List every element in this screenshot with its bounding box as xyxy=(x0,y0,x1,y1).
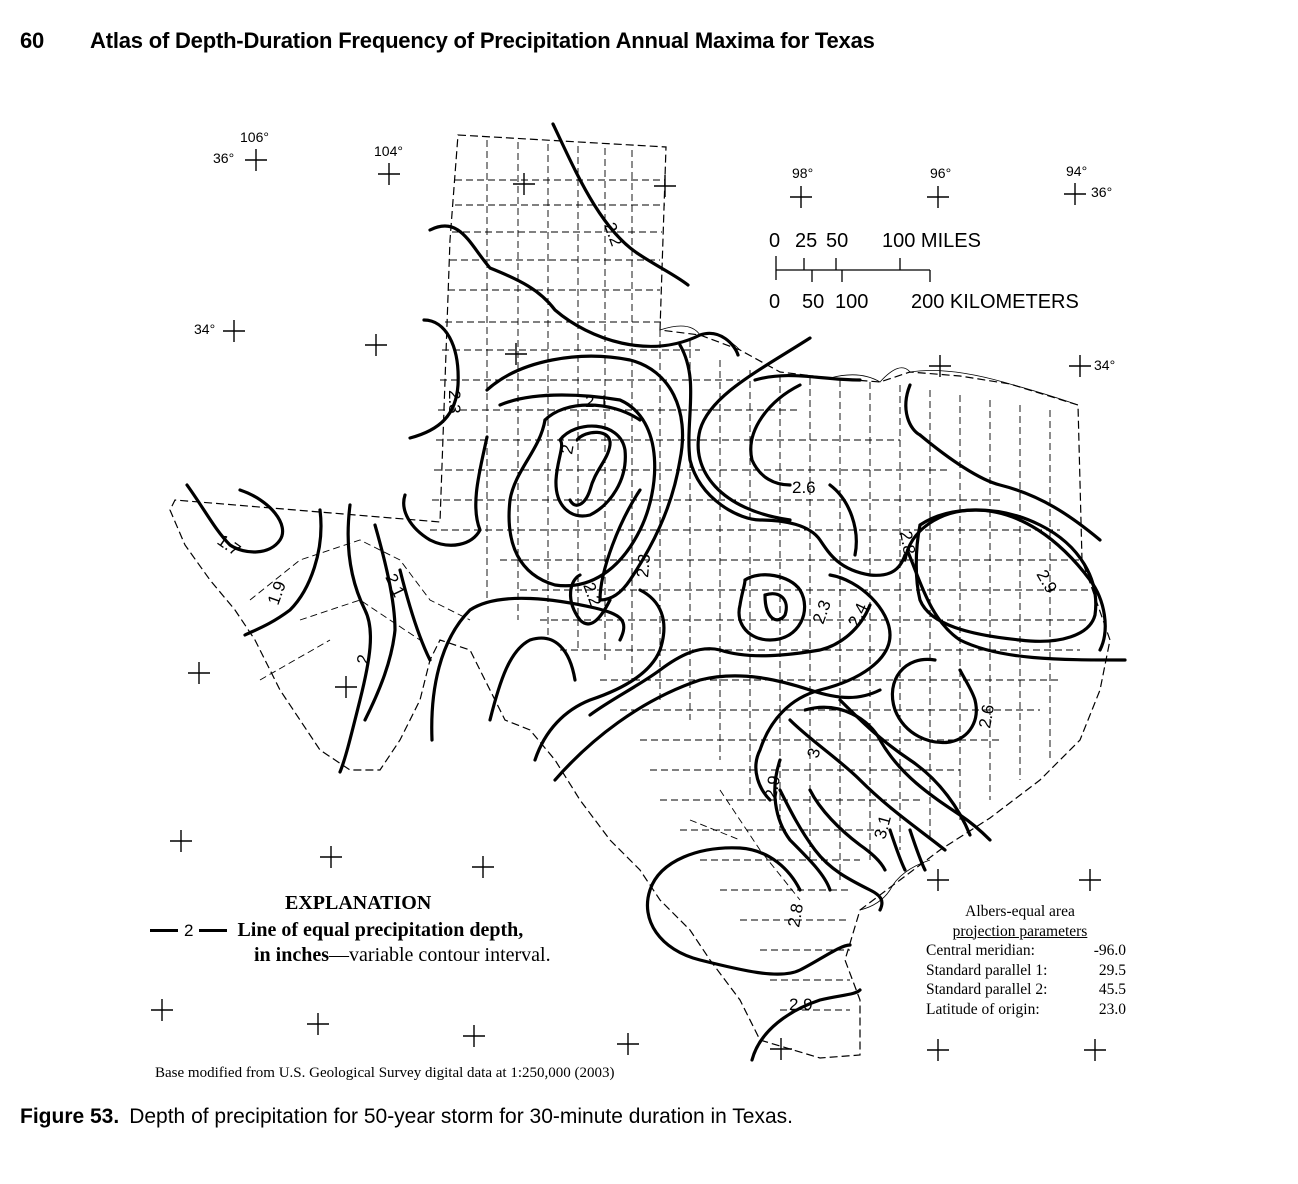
contour-label: 2.6 xyxy=(975,703,999,730)
figure-label: Figure 53. xyxy=(20,1105,120,1128)
explanation-title: EXPLANATION xyxy=(285,892,432,914)
contour-label: 2.9 xyxy=(789,995,813,1014)
lon-106-label: 106° xyxy=(240,129,269,145)
county-lines xyxy=(250,140,1090,1010)
projection-heading: Albers-equal area xyxy=(965,903,1075,920)
param-value: -96.0 xyxy=(1093,942,1126,959)
lat-34-right-label: 34° xyxy=(1094,357,1116,373)
contour-label: 1.9 xyxy=(263,578,290,608)
scale-km-200: 200 KILOMETERS xyxy=(911,291,1079,313)
explanation-legend xyxy=(150,892,551,967)
contour-label: 2.1 xyxy=(585,392,609,411)
lon-98-label: 98° xyxy=(792,165,814,181)
contour-label: 2.3 xyxy=(633,553,655,579)
contour-label: 3.1 xyxy=(870,813,895,842)
projection-subheading: projection parameters xyxy=(952,922,1088,940)
scale-bar xyxy=(769,230,1079,313)
contour-label: 2.1 xyxy=(381,570,409,601)
contour-label: 3 xyxy=(803,745,825,761)
projection-row xyxy=(926,941,1126,961)
param-label: Standard parallel 2: xyxy=(926,981,1048,998)
param-label: Latitude of origin: xyxy=(926,1000,1040,1018)
rivers xyxy=(660,326,1078,910)
lon-96-label: 96° xyxy=(930,165,952,181)
projection-row xyxy=(926,961,1126,981)
projection-row xyxy=(926,980,1126,1000)
scale-miles-0: 0 xyxy=(769,230,781,252)
contour-label: 2.3 xyxy=(808,597,835,627)
lat-36-right-label: 36° xyxy=(1091,184,1113,200)
page-number: 60 xyxy=(20,28,45,53)
contour-label: 2.8 xyxy=(896,529,919,556)
figure-text: Depth of precipitation for 50-year storm for 30-minute duration in Texas. xyxy=(129,1105,793,1128)
param-value: 45.5 xyxy=(1098,981,1126,998)
contour-label: 2 xyxy=(353,653,374,666)
lat-36-left-label: 36° xyxy=(213,150,235,166)
param-value: 23.0 xyxy=(1098,1000,1126,1018)
projection-parameters xyxy=(926,902,1126,1019)
scale-miles-100: 100 MILES xyxy=(882,230,981,252)
contour-label: 2.8 xyxy=(784,902,808,929)
contour-label: 2.9 xyxy=(1032,566,1061,597)
contour-label: 2 xyxy=(557,443,578,456)
scale-km-100: 100 xyxy=(835,291,869,313)
contour-label: 2.3 xyxy=(445,390,464,414)
scale-miles-50: 50 xyxy=(826,230,849,252)
lon-104-label: 104° xyxy=(374,143,403,159)
scale-miles-25: 25 xyxy=(795,230,818,252)
param-label: Central meridian: xyxy=(926,942,1035,959)
contour-label: 2.6 xyxy=(792,478,816,497)
contour-label: 2.2 xyxy=(579,579,606,609)
base-note: Base modified from U.S. Geological Survey digital data at 1:250,000 (2003) xyxy=(155,1065,615,1081)
legend-row xyxy=(150,919,551,942)
legend-symbol-value: 2 xyxy=(184,920,194,940)
page-title: Atlas of Depth-Duration Frequency of Precipitation Annual Maxima for Texas xyxy=(90,28,875,53)
contour-label: 1.7 xyxy=(213,530,244,560)
scale-km-0: 0 xyxy=(769,291,781,313)
contour-label: 2.9 xyxy=(761,774,785,801)
contour-label: 2.4 xyxy=(844,600,872,630)
param-label: Standard parallel 1: xyxy=(926,961,1048,979)
lat-34-left-label: 34° xyxy=(194,321,216,337)
scale-km-50: 50 xyxy=(802,291,825,313)
figure-caption xyxy=(20,1105,793,1129)
legend-units: in inches xyxy=(254,944,330,966)
contour-label: 2.2 xyxy=(600,219,627,249)
legend-line1: Line of equal precipitation depth, xyxy=(237,919,524,941)
param-value: 29.5 xyxy=(1098,961,1126,979)
projection-row xyxy=(926,1000,1126,1020)
lon-94-label: 94° xyxy=(1066,163,1088,179)
legend-line2 xyxy=(254,944,551,967)
legend-line-symbol xyxy=(199,929,227,932)
legend-line-symbol xyxy=(150,929,178,932)
legend-interval: —variable contour interval. xyxy=(329,944,551,966)
